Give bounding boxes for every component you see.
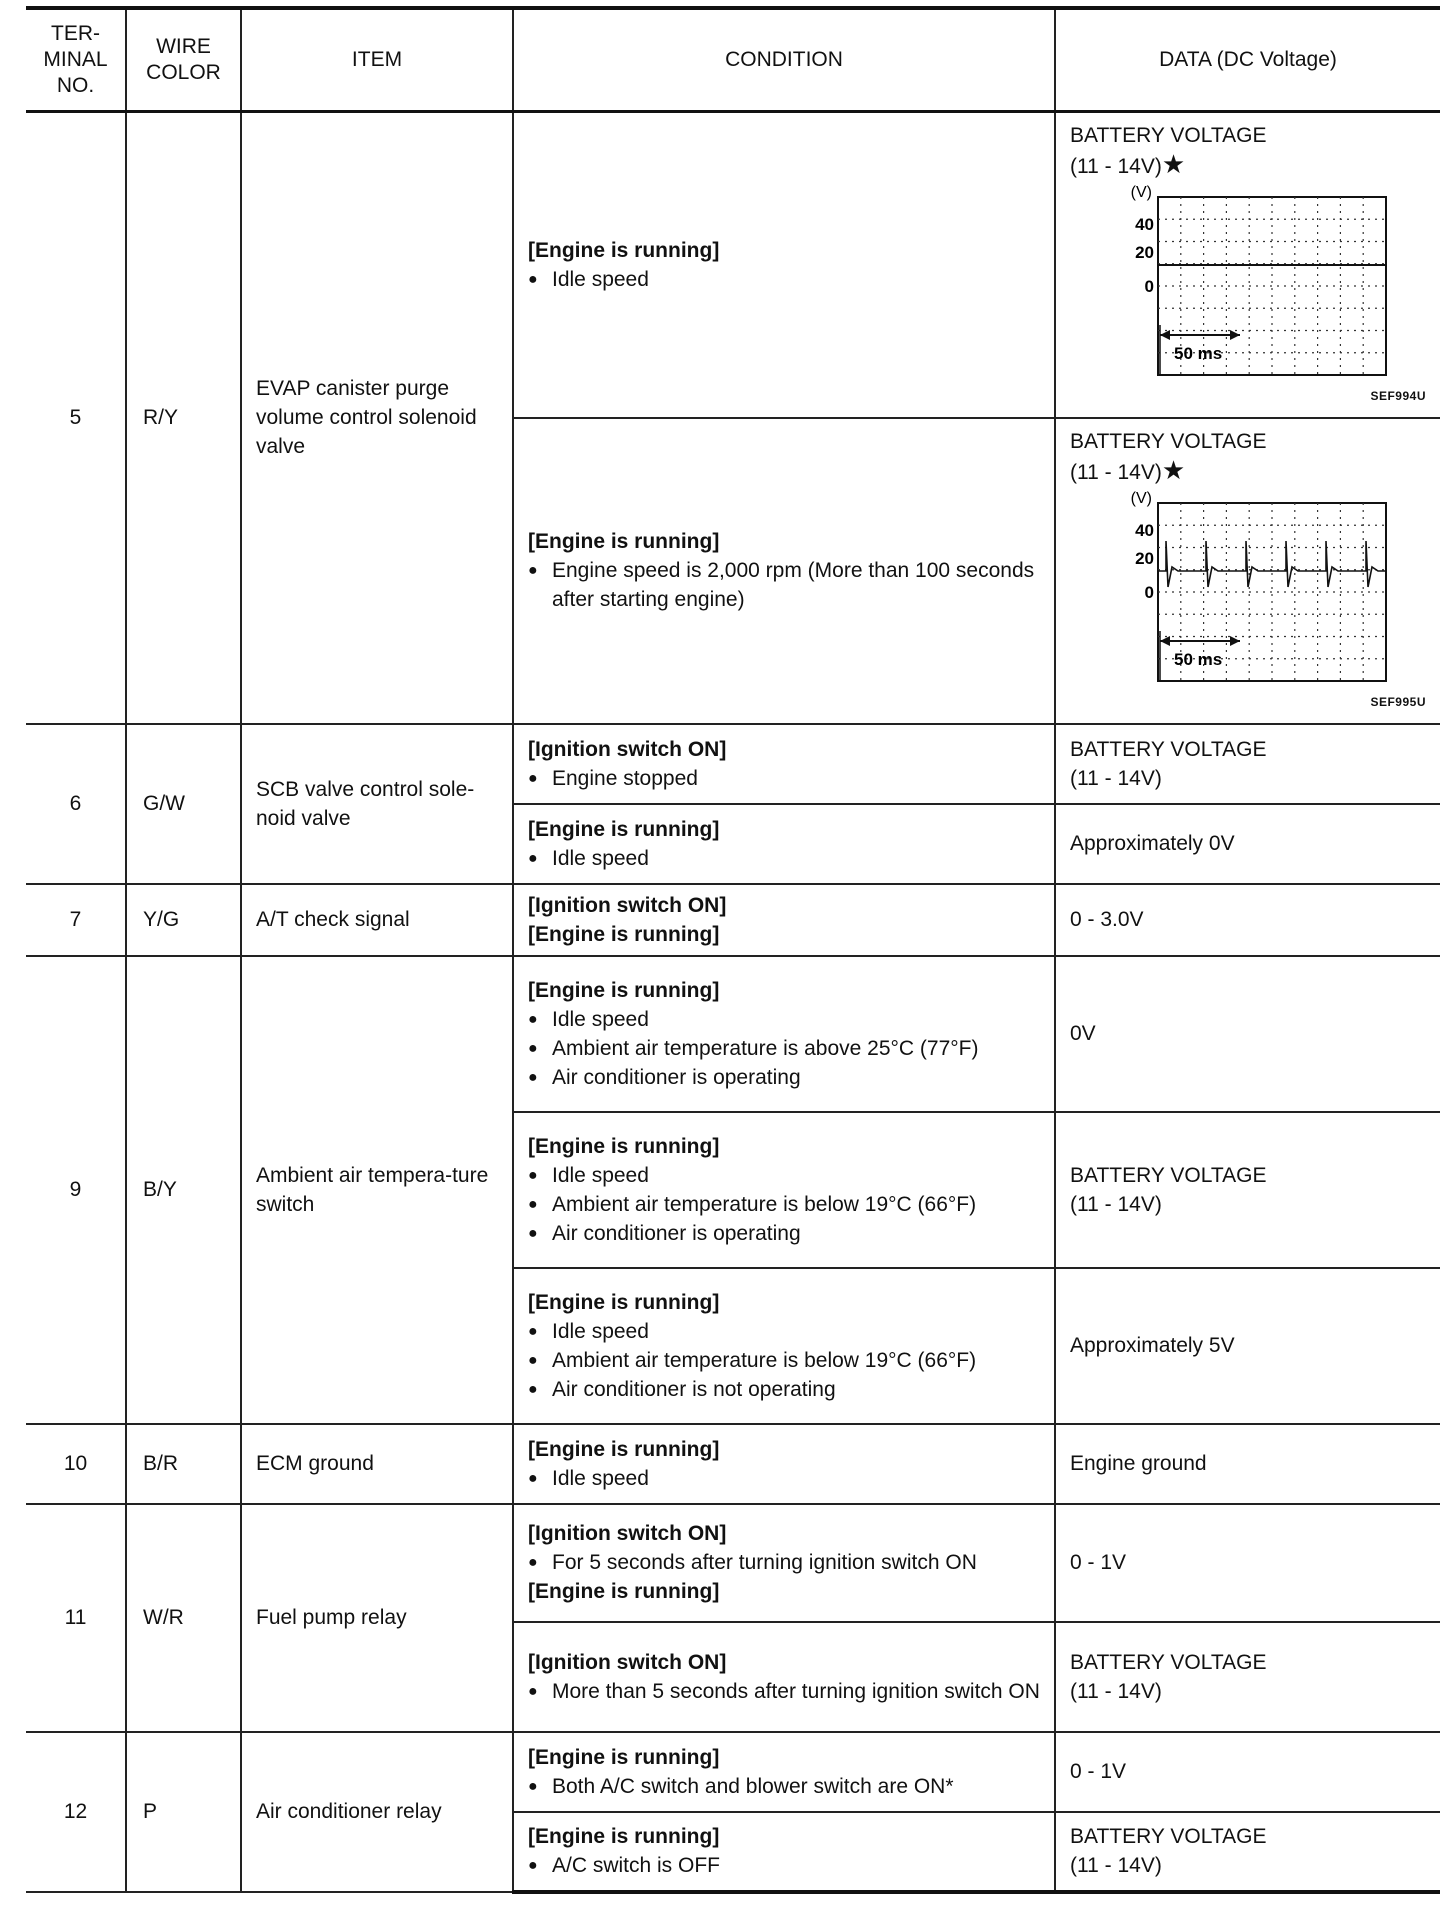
waveform-unit-label: (V) [1130, 489, 1152, 507]
item-name: EVAP canister purge volume control solenoid valve [241, 111, 513, 724]
table-row [26, 884, 1440, 956]
item-name: SCB valve control sole-noid valve [241, 724, 513, 884]
condition-bullet: ● Ambient air temperature is below 19°C (66°F) [528, 1346, 1040, 1375]
condition-heading: [Engine is running] [528, 1745, 720, 1769]
waveform-y-tick: 20 [1135, 548, 1154, 568]
condition-heading: [Engine is running] [528, 1290, 720, 1314]
condition-bullet: ● Idle speed [528, 844, 1040, 873]
condition-heading: [Ignition switch ON] [528, 737, 727, 761]
item-name: ECM ground [241, 1424, 513, 1504]
condition-cell [513, 418, 1055, 724]
waveform-y-tick: 20 [1135, 242, 1154, 262]
data-value: Engine ground [1070, 1452, 1207, 1475]
data-range-text: (11 - 14V) [1070, 460, 1162, 484]
wire-color: P [126, 1732, 241, 1892]
data-value: Approximately 0V [1070, 832, 1235, 855]
condition-bullet: ● Idle speed [528, 1317, 1040, 1346]
data-value: 0 - 3.0V [1070, 908, 1144, 931]
condition-bullet: ● Ambient air temperature is above 25°C (77°F) [528, 1034, 1040, 1063]
table-row [26, 724, 1440, 804]
terminal-number: 7 [26, 884, 126, 956]
data-range-text: (11 - 14V) [1070, 1854, 1162, 1877]
table-row [26, 956, 1440, 1112]
waveform-unit-label: (V) [1130, 183, 1152, 201]
data-voltage-cell [1055, 1622, 1440, 1732]
data-voltage-cell [1055, 724, 1440, 804]
condition-cell [513, 956, 1055, 1112]
data-range-text: (11 - 14V) [1070, 766, 1162, 790]
terminal-number: 9 [26, 956, 126, 1424]
data-value-range [1070, 764, 1426, 793]
waveform-y-tick: 0 [1144, 276, 1154, 296]
data-voltage-cell [1055, 1504, 1440, 1622]
condition-bullet: ● A/C switch is OFF [528, 1851, 1040, 1880]
condition-bullet: ● For 5 seconds after turning ignition switch ON [528, 1548, 1040, 1577]
wire-color: B/Y [126, 956, 241, 1424]
terminal-number: 6 [26, 724, 126, 884]
wire-color: R/Y [126, 111, 241, 724]
item-name: A/T check signal [241, 884, 513, 956]
header-data: DATA (DC Voltage) [1055, 8, 1440, 111]
condition-heading: [Engine is running] [528, 978, 720, 1002]
data-value: 0 - 1V [1070, 1760, 1127, 1783]
condition-cell [513, 111, 1055, 418]
data-value: BATTERY VOLTAGE [1070, 1163, 1267, 1187]
waveform-figure [1070, 487, 1426, 717]
condition-cell [513, 1504, 1055, 1622]
star-icon: ★ [1161, 454, 1186, 485]
condition-heading: [Engine is running] [528, 1134, 720, 1158]
data-value-range [1070, 456, 1426, 487]
condition-bullet: ● Air conditioner is not operating [528, 1375, 1040, 1404]
condition-cell [513, 1812, 1055, 1892]
item-name: Air conditioner relay [241, 1732, 513, 1892]
terminal-number: 11 [26, 1504, 126, 1732]
header-condition: CONDITION [513, 8, 1055, 111]
wire-color: W/R [126, 1504, 241, 1732]
condition-cell [513, 1112, 1055, 1268]
condition-cell [513, 1268, 1055, 1424]
table-row [26, 1424, 1440, 1504]
condition-cell [513, 804, 1055, 884]
condition-bullet: ● Both A/C switch and blower switch are ON* [528, 1772, 1040, 1801]
figure-reference-code: SEF994U [1370, 388, 1426, 403]
condition-bullet: ● Idle speed [528, 1005, 1040, 1034]
table-row [26, 1732, 1440, 1812]
data-value: Approximately 5V [1070, 1334, 1235, 1357]
header-wire-color: WIRE COLOR [126, 8, 241, 111]
data-voltage-cell [1055, 418, 1440, 724]
condition-heading: [Engine is running] [528, 817, 720, 841]
condition-cell [513, 724, 1055, 804]
data-value: BATTERY VOLTAGE [1070, 429, 1267, 453]
waveform-figure [1070, 181, 1426, 411]
figure-reference-code: SEF995U [1370, 694, 1426, 709]
data-value: BATTERY VOLTAGE [1070, 1825, 1267, 1848]
oscilloscope-waveform [1070, 487, 1410, 717]
data-value: BATTERY VOLTAGE [1070, 737, 1267, 761]
data-value-range [1070, 1677, 1426, 1706]
data-range-text: (11 - 14V) [1070, 1679, 1162, 1703]
table-header-row [26, 8, 1440, 111]
condition-bullet: ● Idle speed [528, 1464, 1040, 1493]
data-voltage-cell [1055, 956, 1440, 1112]
data-value-range [1070, 1190, 1426, 1219]
condition-bullet: ● Ambient air temperature is below 19°C (66°F) [528, 1190, 1040, 1219]
header-terminal-no: TER- MINAL NO. [26, 8, 126, 111]
data-range-text: (11 - 14V) [1070, 1192, 1162, 1216]
item-name: Fuel pump relay [241, 1504, 513, 1732]
data-voltage-cell [1055, 884, 1440, 956]
data-voltage-cell [1055, 1268, 1440, 1424]
condition-cell [513, 884, 1055, 956]
table-row [26, 1504, 1440, 1622]
condition-heading: [Ignition switch ON] [528, 1522, 727, 1545]
header-item: ITEM [241, 8, 513, 111]
wire-color: G/W [126, 724, 241, 884]
waveform-y-tick: 40 [1135, 520, 1154, 540]
data-range-text: (11 - 14V) [1070, 154, 1162, 178]
time-scale-label: 50 ms [1174, 649, 1223, 669]
condition-heading: [Engine is running] [528, 530, 720, 553]
condition-cell [513, 1424, 1055, 1504]
data-value: 0 - 1V [1070, 1551, 1127, 1574]
condition-heading: [Ignition switch ON] [528, 1650, 727, 1674]
data-value-range [1070, 1851, 1426, 1880]
condition-bullet: ● Idle speed [528, 265, 1040, 294]
data-value: 0V [1070, 1022, 1096, 1045]
time-scale-label: 50 ms [1174, 343, 1223, 363]
condition-heading: [Ignition switch ON] [528, 893, 727, 917]
wire-color: B/R [126, 1424, 241, 1504]
waveform-y-tick: 0 [1144, 582, 1154, 602]
condition-bullet: ● Air conditioner is operating [528, 1063, 1040, 1092]
condition-heading: [Engine is running] [528, 1825, 720, 1848]
condition-cell [513, 1622, 1055, 1732]
condition-bullet: ● More than 5 seconds after turning ignition switch ON [528, 1677, 1040, 1706]
data-voltage-cell [1055, 804, 1440, 884]
terminal-number: 10 [26, 1424, 126, 1504]
condition-bullet: ● Air conditioner is operating [528, 1219, 1040, 1248]
condition-bullet: ● Engine stopped [528, 764, 1040, 793]
terminal-number: 12 [26, 1732, 126, 1892]
data-value-range [1070, 150, 1426, 181]
star-icon: ★ [1161, 148, 1186, 179]
condition-heading-secondary: [Engine is running] [528, 1580, 720, 1603]
data-value: BATTERY VOLTAGE [1070, 1650, 1267, 1674]
table-row [26, 111, 1440, 418]
item-name: Ambient air tempera-ture switch [241, 956, 513, 1424]
data-voltage-cell [1055, 1112, 1440, 1268]
data-value: BATTERY VOLTAGE [1070, 123, 1267, 147]
wire-color: Y/G [126, 884, 241, 956]
data-voltage-cell [1055, 1424, 1440, 1504]
data-voltage-cell [1055, 1732, 1440, 1812]
condition-bullet: ● Idle speed [528, 1161, 1040, 1190]
oscilloscope-waveform [1070, 181, 1410, 411]
waveform-y-tick: 40 [1135, 214, 1154, 234]
terminal-data-table-sheet [26, 6, 1440, 1894]
condition-bullet: ● Engine speed is 2,000 rpm (More than 100 seconds after starting engine) [528, 556, 1040, 614]
terminal-data-table [26, 6, 1440, 1894]
data-voltage-cell [1055, 1812, 1440, 1892]
condition-heading-secondary: [Engine is running] [528, 922, 720, 946]
condition-heading: [Engine is running] [528, 1437, 720, 1461]
condition-cell [513, 1732, 1055, 1812]
condition-heading: [Engine is running] [528, 238, 720, 262]
data-voltage-cell [1055, 111, 1440, 418]
terminal-number: 5 [26, 111, 126, 724]
